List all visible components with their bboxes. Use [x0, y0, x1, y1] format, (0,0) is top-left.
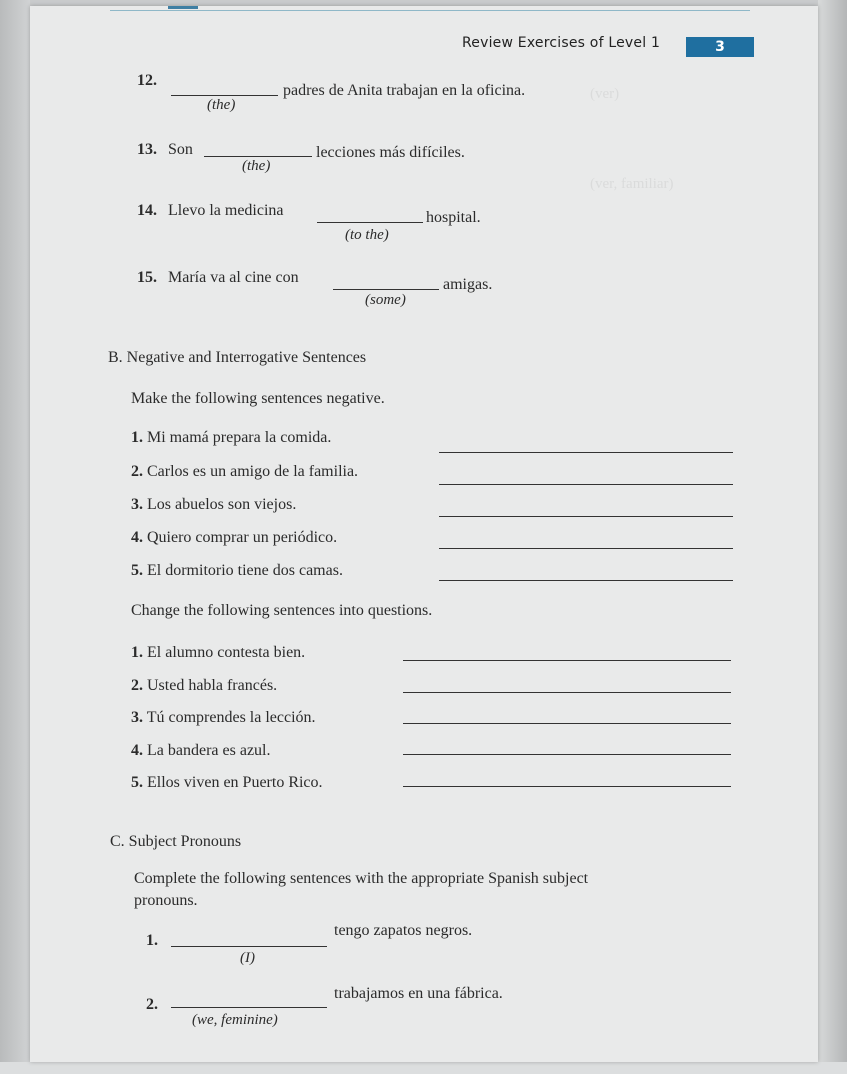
sentence-text: hospital. — [426, 209, 481, 226]
hint-text: (to the) — [345, 227, 389, 243]
answer-line[interactable] — [439, 516, 733, 517]
sentence-text: lecciones más difíciles. — [316, 144, 465, 161]
answer-blank[interactable] — [171, 1007, 327, 1008]
item-number: 14. — [137, 202, 157, 219]
answer-blank[interactable] — [317, 222, 423, 223]
negative-item: 4. Quiero comprar un periódico. — [131, 529, 338, 546]
negative-item: 3. Los abuelos son viejos. — [131, 496, 297, 513]
question-item: 3. Tú comprendes la lección. — [131, 709, 316, 726]
answer-line[interactable] — [403, 692, 731, 693]
page-shadow-left — [0, 0, 30, 1074]
item-number: 12. — [137, 72, 157, 89]
negative-item: 1. Mi mamá prepara la comida. — [131, 429, 332, 446]
answer-line[interactable] — [403, 786, 731, 787]
workbook-page — [30, 6, 818, 1062]
answer-line[interactable] — [439, 580, 733, 581]
answer-line[interactable] — [403, 660, 731, 661]
answer-line[interactable] — [403, 754, 731, 755]
question-item: 1. El alumno contesta bien. — [131, 644, 306, 661]
sentence-text: Son — [168, 141, 193, 158]
page-shadow-right — [818, 0, 847, 1074]
question-item: 2. Usted habla francés. — [131, 677, 278, 694]
page-number-badge: 3 — [686, 37, 754, 57]
instruction-text: Complete the following sentences with the appropriate Spanish subject — [134, 870, 589, 887]
question-item: 4. La bandera es azul. — [131, 742, 271, 759]
item-number: 1. — [146, 932, 158, 949]
hint-text: (the) — [242, 158, 271, 174]
instruction-questions: Change the following sentences into questions. — [131, 602, 433, 619]
answer-blank[interactable] — [333, 289, 439, 290]
section-b-heading: B. Negative and Interrogative Sentences — [108, 349, 367, 366]
hint-text: (the) — [207, 97, 236, 113]
answer-line[interactable] — [439, 484, 733, 485]
answer-line[interactable] — [439, 548, 733, 549]
question-item: 5. Ellos viven en Puerto Rico. — [131, 774, 323, 791]
negative-item: 2. Carlos es un amigo de la familia. — [131, 463, 359, 480]
sentence-text: trabajamos en una fábrica. — [334, 985, 503, 1002]
instruction-negative: Make the following sentences negative. — [131, 390, 385, 407]
hint-text: (I) — [240, 950, 255, 966]
section-c-heading: C. Subject Pronouns — [110, 833, 242, 850]
answer-blank[interactable] — [171, 946, 327, 947]
item-number: 13. — [137, 141, 157, 158]
sentence-text: tengo zapatos negros. — [334, 922, 473, 939]
sentence-text: María va al cine con — [168, 269, 299, 286]
bleed-through-text: (ver, familiar) — [590, 176, 674, 192]
page-header-title: Review Exercises of Level 1 — [462, 35, 661, 51]
sentence-text: Llevo la medicina — [168, 202, 284, 219]
page-bottom-edge — [0, 1062, 847, 1074]
sentence-text: amigas. — [443, 276, 493, 293]
top-rule — [110, 10, 750, 11]
top-tab — [168, 6, 198, 9]
hint-text: (some) — [365, 292, 406, 308]
hint-text: (we, feminine) — [192, 1012, 278, 1028]
negative-item: 5. El dormitorio tiene dos camas. — [131, 562, 343, 579]
answer-line[interactable] — [403, 723, 731, 724]
instruction-text: pronouns. — [134, 892, 198, 909]
answer-blank[interactable] — [171, 95, 278, 96]
answer-blank[interactable] — [204, 156, 312, 157]
answer-line[interactable] — [439, 452, 733, 453]
item-number: 2. — [146, 996, 158, 1013]
bleed-through-text: (ver) — [590, 86, 620, 102]
sentence-text: padres de Anita trabajan en la oficina. — [283, 82, 526, 99]
item-number: 15. — [137, 269, 157, 286]
